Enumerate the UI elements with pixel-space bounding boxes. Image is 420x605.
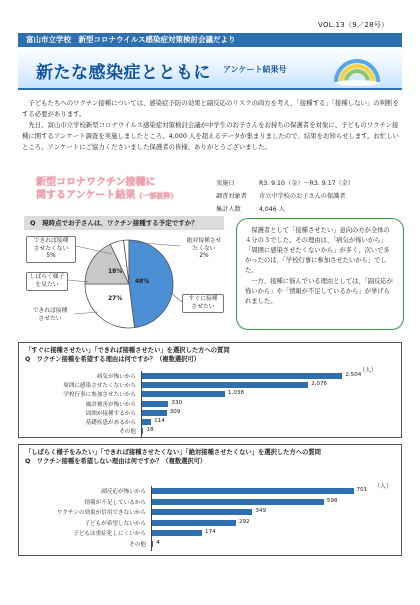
q3-heading bbox=[19, 445, 401, 467]
q3-heading-line: 「しばらく様子をみたい」「できれば接種させたくない」「絶対接種させたくない」を選択した方への質問 bbox=[25, 449, 321, 456]
bar bbox=[142, 401, 168, 407]
pie-label-text: 絶対接種させ たくない bbox=[186, 238, 222, 252]
bar-value-label: 292 bbox=[238, 518, 250, 525]
survey-info-key: 実施日 bbox=[216, 180, 235, 187]
survey-info-row bbox=[216, 191, 364, 202]
survey-info-row bbox=[216, 204, 364, 215]
pie-slice bbox=[85, 284, 135, 328]
q1-question: Q 現時点でお子さんは、ワクチン接種する予定ですか？ bbox=[24, 216, 224, 230]
page-title: 新たな感染症とともに bbox=[36, 63, 211, 83]
intro-paragraph: 子どもたちへのワクチン接種については、感染症予防の効果と副反応のリスクの両方を考え、「接種する」「接種しない」の判断をする必要があります。 bbox=[22, 99, 399, 118]
survey-info-value: R3. 9.10（金）～R3. 9.17（金） bbox=[258, 180, 355, 187]
bar-value-label: 1,038 bbox=[228, 390, 245, 397]
bar-value-label: 701 bbox=[356, 487, 368, 493]
bar-category-label: その他 bbox=[119, 429, 136, 436]
label-absolutely-not bbox=[180, 238, 228, 261]
bar-category-label: 副反応が怖いから bbox=[101, 489, 146, 495]
pie-label-pct: 2% bbox=[199, 253, 209, 259]
bar-category-label: その他 bbox=[129, 541, 146, 548]
pie-label-text: できれば接種 させたくない bbox=[33, 238, 69, 252]
q2-heading-line: Q ワクチン接種を希望する理由は何ですか？（複数選択可） bbox=[25, 356, 201, 363]
bar bbox=[142, 391, 225, 397]
bar-category-label: 子どもは重症化しにくいから bbox=[73, 531, 146, 537]
bar-category-label: 周囲に感染させたくないから bbox=[63, 383, 136, 390]
bar-value-label: 174 bbox=[205, 529, 216, 535]
label-wait-and-see: しばらく様子 を見たい bbox=[26, 272, 68, 291]
survey-info-value: 4,046 人 bbox=[258, 206, 285, 213]
bar-category-label: 風評被害が怖いから bbox=[85, 401, 136, 408]
issue-number: VOL.13（9／28号） bbox=[318, 21, 389, 29]
survey-info-key: 調査対象者 bbox=[216, 193, 247, 200]
q2-heading bbox=[19, 343, 401, 365]
survey-info-table bbox=[214, 176, 366, 217]
pie-pct-immediately: 48% bbox=[135, 278, 150, 285]
bar-category-label: 学校行事に参加させたいから bbox=[63, 392, 136, 399]
newsletter-banner: 富山市立学校 新型コロナウイルス感染症対策検討会議だより bbox=[18, 33, 402, 47]
label-not-if-possible bbox=[26, 236, 76, 263]
q3-unit: （人） bbox=[374, 483, 393, 490]
survey-title bbox=[36, 176, 214, 203]
bar-value-label: 309 bbox=[169, 408, 181, 415]
bar bbox=[152, 520, 236, 526]
bar-category-label: 子どもが希望しないから bbox=[84, 520, 146, 527]
bar bbox=[142, 382, 308, 388]
survey-info-row bbox=[216, 178, 364, 189]
bar bbox=[152, 509, 252, 515]
intro-paragraph: 先日、富山市立学校新型コロナウイルス感染症対策検討会議が中学生のお子さんをお持ちの保護者を対象に、子どものワクチン接種に関するアンケート調査を実施しましたところ、4,000 人を超えるデータが集まりましたので、結果をお知らせします。お忙しいところ、アンケートにご協力くださいました保護者の皆様、ありがとうございました。 bbox=[22, 121, 399, 151]
page-subtitle: アンケート結果号 bbox=[223, 65, 287, 74]
label-if-possible: できれば接種 させたい bbox=[32, 308, 68, 322]
q1-pie-chart bbox=[24, 232, 229, 337]
callout-paragraph: 保護者として「接種させたい」意向の方が全体の４分の３でした。その理由は、「病気が怖いから」「周囲に感染させたくないから」が多く、次いで多かったのは、「学校行事に参加させたいから」でした。 bbox=[245, 227, 390, 274]
bar bbox=[142, 419, 151, 425]
q2-unit: （人） bbox=[359, 367, 378, 374]
bar-value-label: 4 bbox=[156, 539, 160, 546]
survey-info-key: 集計人数 bbox=[216, 206, 241, 213]
pie-leader-line bbox=[170, 292, 182, 302]
bar bbox=[142, 428, 143, 434]
bar bbox=[152, 530, 202, 536]
q2-heading-line: 「すぐに接種させたい」「できれば接種させたい」を選択した方への質問 bbox=[25, 347, 230, 354]
bar-value-label: 2,076 bbox=[311, 381, 328, 388]
bar-value-label: 598 bbox=[326, 497, 338, 504]
pie-pct-if-possible: 27% bbox=[108, 295, 123, 302]
survey-title-note: （一部抜粋） bbox=[135, 192, 178, 200]
bar-category-label: 情報が不足しているから bbox=[84, 499, 146, 506]
survey-title-line: 新型コロナワクチン接種に bbox=[36, 177, 156, 188]
bar-value-label: 330 bbox=[171, 399, 183, 406]
bar bbox=[142, 373, 342, 379]
bar-category-label: ワクチンの効果が信用できないから bbox=[56, 510, 146, 516]
pie-pct-wait-and-see: 18% bbox=[108, 268, 123, 275]
bar-value-label: 2,504 bbox=[345, 372, 362, 378]
bar-value-label: 18 bbox=[146, 427, 154, 434]
callout-paragraph: 一方、接種に悩んでいる理由としては、「副反応が怖いから」や「情報が不足しているから」が挙げられました。 bbox=[245, 278, 393, 305]
bar-category-label: 基礎疾患があるから bbox=[85, 420, 136, 426]
pie-label-pct: 5% bbox=[46, 253, 56, 259]
bar-value-label: 349 bbox=[255, 508, 267, 514]
bar bbox=[152, 499, 324, 505]
q1-summary-callout bbox=[236, 218, 404, 330]
title-area bbox=[18, 48, 402, 90]
survey-info-value: 市立中学校のお子さんの保護者 bbox=[258, 193, 346, 200]
bar-value-label: 114 bbox=[154, 418, 165, 424]
q3-box bbox=[18, 444, 402, 556]
bar bbox=[142, 410, 167, 416]
bar bbox=[152, 488, 354, 494]
intro-text bbox=[22, 98, 400, 153]
bar bbox=[152, 541, 153, 547]
q3-heading-line: Q ワクチン接種を希望しない理由は何ですか？（複数選択可） bbox=[25, 458, 207, 465]
q2-box bbox=[18, 342, 402, 438]
bar-category-label: 周囲が接種するから bbox=[85, 410, 136, 417]
bar-category-label: 病気が怖いから bbox=[96, 374, 136, 380]
rainbow-logo-icon bbox=[330, 52, 384, 86]
pie-leader-line bbox=[74, 312, 98, 314]
label-immediately: すぐに接種 させたい bbox=[182, 294, 224, 313]
survey-title-line: 関するアンケート結果 bbox=[36, 190, 136, 201]
